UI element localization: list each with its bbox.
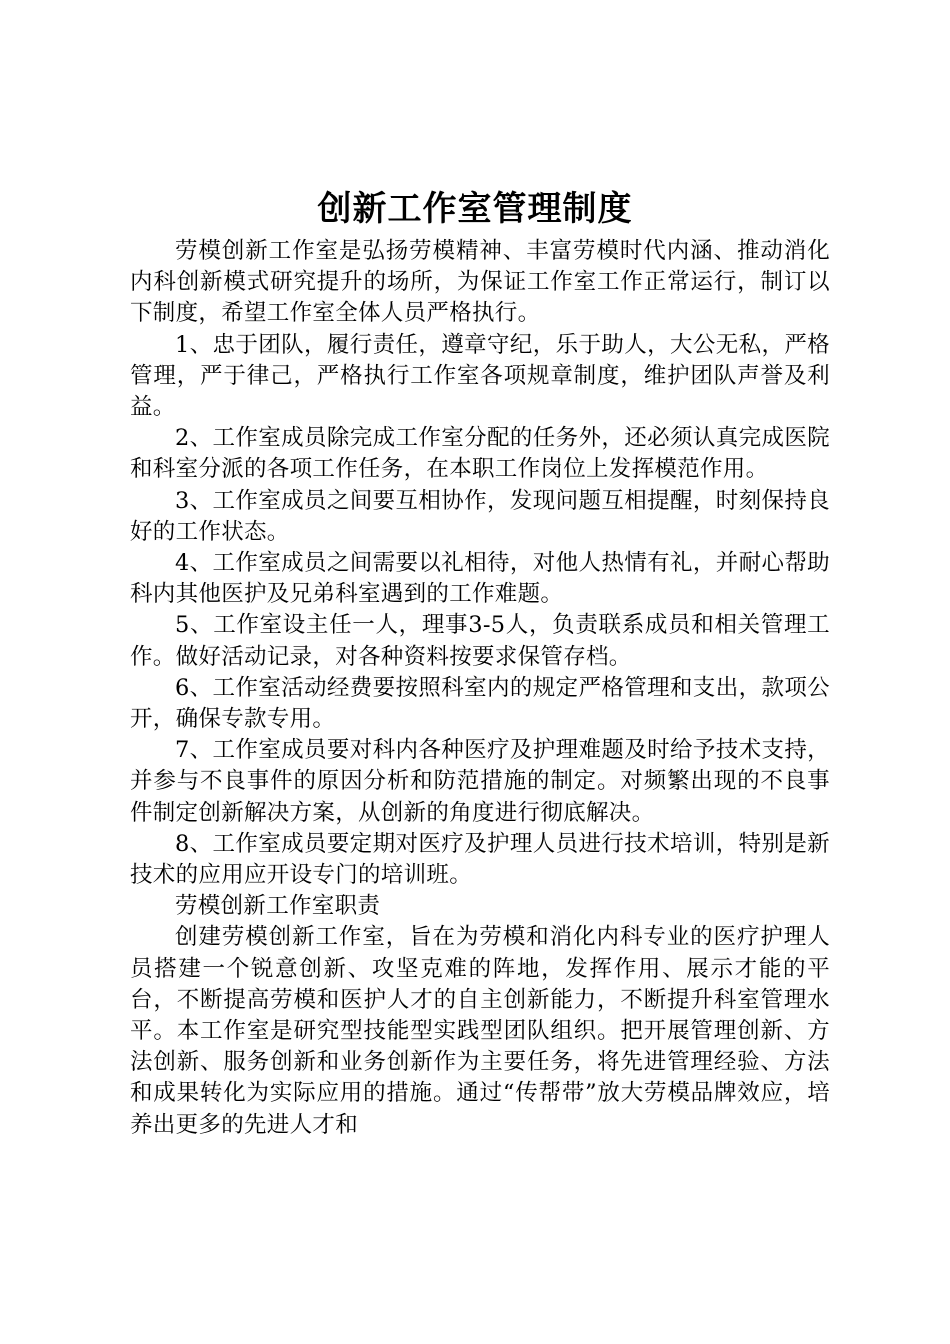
- rule-7-paragraph: 7、工作室成员要对科内各种医疗及护理难题及时给予技术支持，并参与不良事件的原因分析和防范措施的制定。对频繁出现的不良事件制定创新解决方案，从创新的角度进行彻底解决。: [130, 737, 830, 826]
- duties-paragraph: 创建劳模创新工作室，旨在为劳模和消化内科专业的医疗护理人员搭建一个锐意创新、攻坚克难的阵地，发挥作用、展示才能的平台，不断提高劳模和医护人才的自主创新能力，不断提升科室管理水平。本工作室是研究型技能型实践型团队组织。把开展管理创新、方法创新、服务创新和业务创新作为主要任务，将先进管理经验、方法和成果转化为实际应用的措施。通过“传帮带”放大劳模品牌效应，培养出更多的先进人才和: [130, 924, 830, 1138]
- rule-1-paragraph: 1、忠于团队，履行责任，遵章守纪，乐于助人，大公无私，严格管理，严于律己，严格执行工作室各项规章制度，维护团队声誉及利益。: [130, 331, 830, 421]
- rule-6-paragraph: 6、工作室活动经费要按照科室内的规定严格管理和支出，款项公开，确保专款专用。: [130, 674, 830, 733]
- section-heading: 劳模创新工作室职责: [175, 893, 381, 920]
- document-title: 创新工作室管理制度: [317, 189, 633, 229]
- rule-8-paragraph: 8、工作室成员要定期对医疗及护理人员进行技术培训，特别是新技术的应用应开设专门的培训班。: [130, 830, 830, 889]
- rule-2-paragraph: 2、工作室成员除完成工作室分配的任务外，还必须认真完成医院和科室分派的各项工作任务，在本职工作岗位上发挥模范作用。: [130, 425, 830, 483]
- rule-4-paragraph: 4、工作室成员之间需要以礼相待，对他人热情有礼，并耐心帮助科内其他医护及兄弟科室遇到的工作难题。: [130, 550, 830, 608]
- rule-3-paragraph: 3、工作室成员之间要互相协作，发现问题互相提醒，时刻保持良好的工作状态。: [130, 487, 830, 545]
- rule-5-paragraph: 5、工作室设主任一人，理事3-5人，负责联系成员和相关管理工作。做好活动记录，对各种资料按要求保管存档。: [130, 612, 830, 670]
- document-body: [130, 236, 830, 1141]
- intro-paragraph: 劳模创新工作室是弘扬劳模精神、丰富劳模时代内涵、推动消化内科创新模式研究提升的场所，为保证工作室工作正常运行，制订以下制度，希望工作室全体人员严格执行。: [130, 238, 830, 327]
